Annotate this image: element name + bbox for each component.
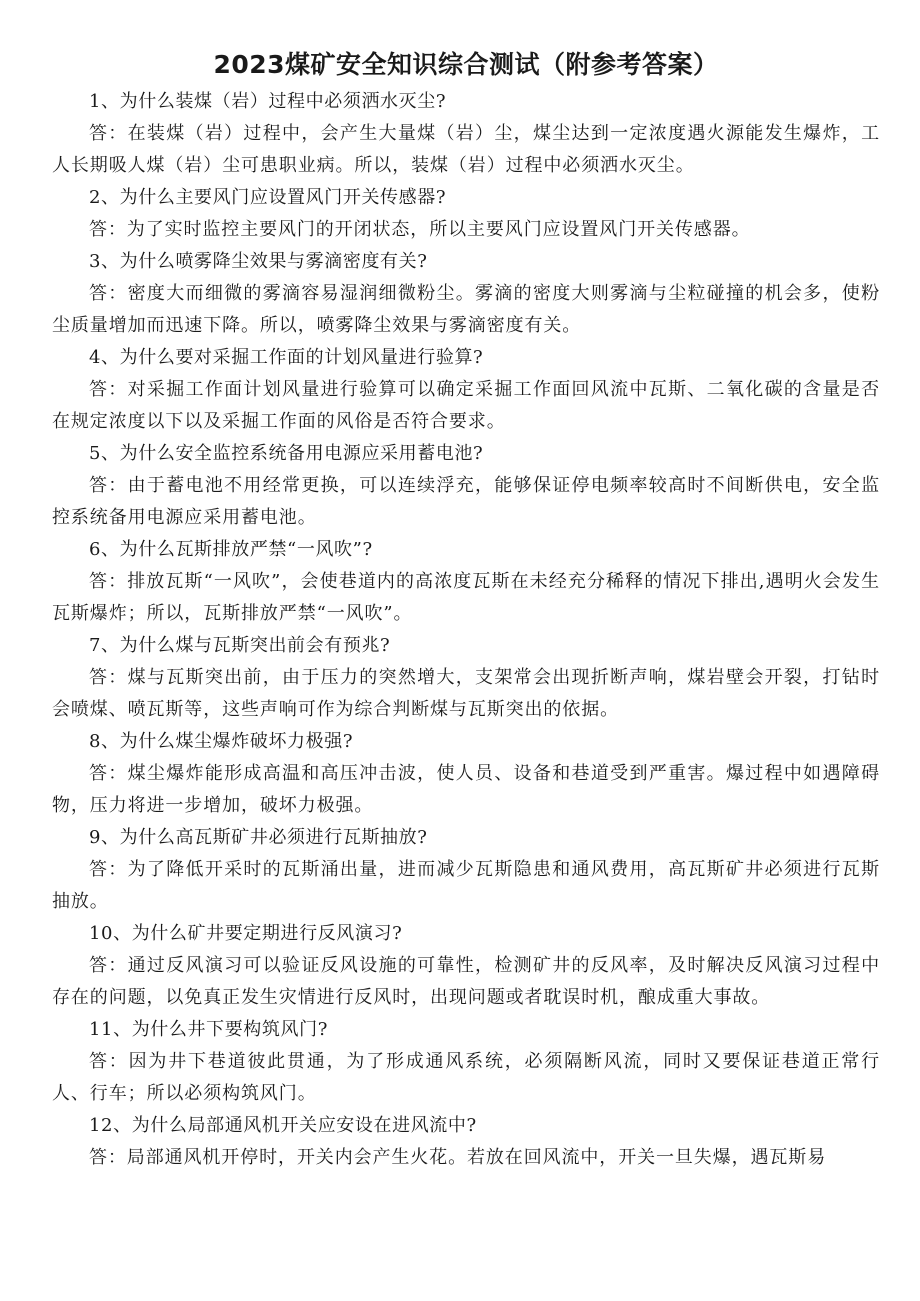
qa-item — [52, 1014, 880, 1110]
qa-item — [52, 342, 880, 438]
question-text: 3、为什么喷雾降尘效果与雾滴密度有关? — [89, 251, 428, 272]
qa-item — [52, 822, 880, 918]
qa-item — [52, 182, 880, 246]
qa-item — [52, 630, 880, 726]
qa-item — [52, 246, 880, 342]
question-text: 2、为什么主要风门应设置风门开关传感器? — [89, 187, 447, 208]
qa-item — [52, 1110, 880, 1174]
document-title: 2023煤矿安全知识综合测试（附参考答案） — [213, 50, 719, 79]
question-text: 6、为什么瓦斯排放严禁“一风吹”? — [89, 539, 373, 560]
question-text: 9、为什么高瓦斯矿井必须进行瓦斯抽放? — [89, 827, 428, 848]
answer-text: 答：在装煤（岩）过程中，会产生大量煤（岩）尘，煤尘达到一定浓度遇火源能发生爆炸，工人长期吸人煤（岩）尘可患职业病。所以，装煤（岩）过程中必须洒水灭尘。 — [52, 123, 880, 176]
document-page — [52, 46, 880, 1174]
answer-text: 答：为了实时监控主要风门的开闭状态，所以主要风门应设置风门开关传感器。 — [89, 219, 751, 240]
qa-item — [52, 726, 880, 822]
question-text: 12、为什么局部通风机开关应安设在进风流中? — [89, 1115, 477, 1136]
question-text: 5、为什么安全监控系统备用电源应采用蓄电池? — [89, 443, 484, 464]
answer-text: 答：由于蓄电池不用经常更换，可以连续浮充，能够保证停电频率较高时不间断供电，安全监控系统备用电源应采用蓄电池。 — [52, 475, 880, 528]
answer-text: 答：排放瓦斯“一风吹”，会使巷道内的高浓度瓦斯在未经充分稀释的情况下排出,遇明火会发生瓦斯爆炸；所以，瓦斯排放严禁“一风吹”。 — [52, 571, 880, 624]
qa-list — [52, 86, 880, 1174]
answer-text: 答：对采掘工作面计划风量进行验算可以确定采掘工作面回风流中瓦斯、二氧化碳的含量是否在规定浓度以下以及采掘工作面的风俗是否符合要求。 — [52, 379, 880, 432]
answer-text: 答：煤与瓦斯突出前，由于压力的突然增大，支架常会出现折断声响，煤岩壁会开裂，打钻时会喷煤、喷瓦斯等，这些声响可作为综合判断煤与瓦斯突出的依据。 — [52, 667, 880, 720]
qa-item — [52, 86, 880, 182]
question-text: 7、为什么煤与瓦斯突出前会有预兆? — [89, 635, 391, 656]
answer-text: 答：因为井下巷道彼此贯通，为了形成通风系统，必须隔断风流，同时又要保证巷道正常行人、行车；所以必须构筑风门。 — [52, 1051, 880, 1104]
question-text: 11、为什么井下要构筑风门? — [89, 1019, 328, 1040]
answer-text: 答：煤尘爆炸能形成高温和高压冲击波，使人员、设备和巷道受到严重害。爆过程中如遇障碍物，压力将进一步增加，破坏力极强。 — [52, 763, 880, 816]
qa-item — [52, 438, 880, 534]
qa-item — [52, 534, 880, 630]
answer-text: 答：通过反风演习可以验证反风设施的可靠性，检测矿井的反风率，及时解决反风演习过程中存在的问题，以免真正发生灾情进行反风时，出现问题或者耽误时机，酿成重大事故。 — [52, 955, 880, 1008]
qa-item — [52, 918, 880, 1014]
question-text: 1、为什么装煤（岩）过程中必须洒水灭尘? — [89, 91, 447, 112]
answer-text: 答：局部通风机开停时，开关内会产生火花。若放在回风流中，开关一旦失爆，遇瓦斯易 — [89, 1147, 827, 1168]
question-text: 8、为什么煤尘爆炸破坏力极强? — [89, 731, 354, 752]
answer-text: 答：为了降低开采时的瓦斯涌出量，进而减少瓦斯隐患和通风费用，高瓦斯矿井必须进行瓦斯抽放。 — [52, 859, 880, 912]
question-text: 4、为什么要对采掘工作面的计划风量进行验算? — [89, 347, 484, 368]
answer-text: 答：密度大而细微的雾滴容易湿润细微粉尘。雾滴的密度大则雾滴与尘粒碰撞的机会多，使粉尘质量增加而迅速下降。所以，喷雾降尘效果与雾滴密度有关。 — [52, 283, 880, 336]
question-text: 10、为什么矿井要定期进行反风演习? — [89, 923, 403, 944]
